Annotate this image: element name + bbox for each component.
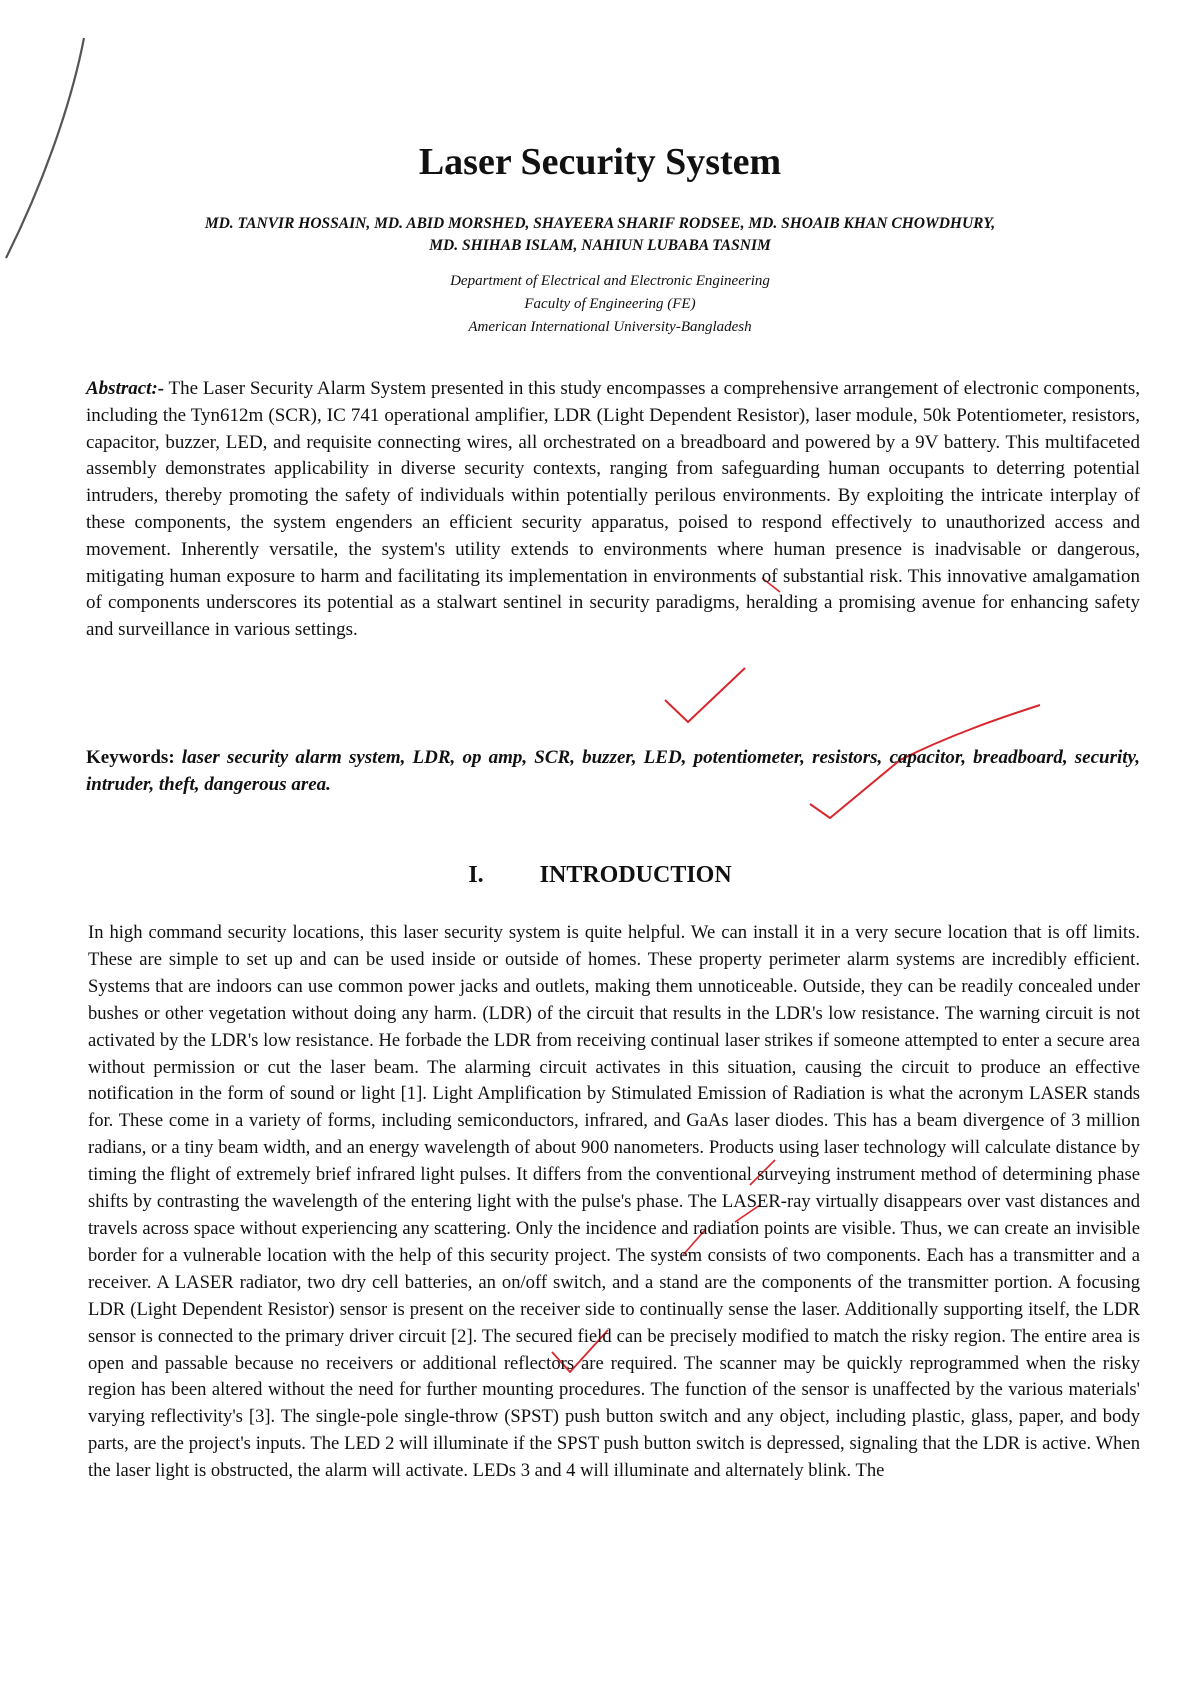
abstract-label: Abstract:- (86, 378, 165, 399)
section-heading-introduction (0, 862, 1200, 889)
section-title: INTRODUCTION (539, 862, 732, 888)
abstract (86, 376, 1140, 644)
affiliation-university: American International University-Bangladesh (468, 319, 752, 335)
affiliation-faculty: Faculty of Engineering (FE) (524, 296, 696, 312)
keywords-label: Keywords: (86, 747, 175, 768)
author-line-1: MD. TANVIR HOSSAIN, MD. ABID MORSHED, SHAYEERA SHARIF RODSEE, MD. SHOAIB KHAN CHOWDHURY, (204, 215, 996, 232)
introduction-body: In high command security locations, this laser security system is quite helpful. We can install it in a very secure location that is off limits. These are simple to set up and can be used inside or outside of homes. These property perimeter alarm systems are incredibly efficient. Systems that are indoors can use common power jacks and outlets, making them unnoticeable. Outside, they can be readily concealed under bushes or other vegetation without doing any harm. (LDR) of the circuit that results in the LDR's low resistance. The warning circuit is not activated by the LDR's low resistance. He forbade the LDR from receiving continual laser strikes if someone attempted to enter a secure area without permission or cut the laser beam. The alarming circuit activates in this situation, causing the circuit to produce an effective notification in the form of sound or light [1]. Light Amplification by Stimulated Emission of Radiation is what the acronym LASER stands for. These come in a variety of forms, including semiconductors, infrared, and GaAs laser diodes. This has a beam divergence of 3 million radians, or a tiny beam width, and an energy wavelength of about 900 nanometers. Products using laser technology will calculate distance by timing the flight of extremely brief infrared light pulses. It differs from the conventional surveying instrument method of determining phase shifts by contrasting the wavelength of the entering light with the pulse's phase. The LASER-ray virtually disappears over vast distances and travels across space without experiencing any scattering. Only the incidence and radiation points are visible. Thus, we can create an invisible border for a vulnerable location with the help of this security project. The system consists of two components. Each has a transmitter and a receiver. A LASER radiator, two dry cell batteries, an on/off switch, and a stand are the components of the transmitter portion. A focusing LDR (Light Dependent Resistor) sensor is present on the receiver side to continually sense the laser. Additionally supporting itself, the LDR sensor is connected to the primary driver circuit [2]. The secured field can be precisely modified to match the risky region. The entire area is open and passable because no receivers or additional reflectors are required. The scanner may be quickly reprogrammed when the risky region has been altered without the need for further mounting procedures. The function of the sensor is unaffected by the various materials' varying reflectivity's [3]. The single-pole single-throw (SPST) push button switch and any object, including plastic, glass, paper, and body parts, are the project's inputs. The LED 2 will illuminate if the SPST push button switch is depressed, signaling that the LDR is active. When the laser light is obstructed, the alarm will activate. LEDs 3 and 4 will illuminate and alternately blink. The (88, 922, 1140, 1482)
affiliation-department: Department of Electrical and Electronic Engineering (450, 273, 770, 289)
red-check-mark-1 (665, 668, 745, 722)
section-number: I. (468, 862, 484, 888)
affiliation-block (360, 270, 860, 339)
keywords-list: laser security alarm system, LDR, op amp, SCR, buzzer, LED, potentiometer, resistors, capacitor, breadboard, security, intruder, theft, dangerous area. (86, 747, 1140, 795)
paper-title: Laser Security System (418, 141, 782, 183)
abstract-text: The Laser Security Alarm System presented in this study encompasses a comprehensive arrangement of electronic components, including the Tyn612m (SCR), IC 741 operational amplifier, LDR (Light Dependent Resistor), laser module, 50k Potentiometer, resistors, capacitor, buzzer, LED, and requisite connecting wires, all orchestrated on a breadboard and powered by a 9V battery. This multifaceted assembly demonstrates applicability in diverse security contexts, ranging from safeguarding human occupants to deterring potential intruders, thereby promoting the safety of individuals within potentially perilous environments. By exploiting the intricate interplay of these components, the system engenders an efficient security apparatus, poised to respond effectively to unauthorized access and movement. Inherently versatile, the system's utility extends to environments where human presence is inadvisable or dangerous, mitigating human exposure to harm and facilitating its implementation in environments of substantial risk. This innovative amalgamation of components underscores its potential as a stalwart sentinel in security paradigms, heralding a promising avenue for enhancing safety and surveillance in various settings. (86, 378, 1140, 641)
keywords (86, 744, 1140, 798)
author-line-2: MD. SHIHAB ISLAM, NAHIUN LUBABA TASNIM (429, 237, 771, 254)
author-list (70, 213, 1130, 257)
